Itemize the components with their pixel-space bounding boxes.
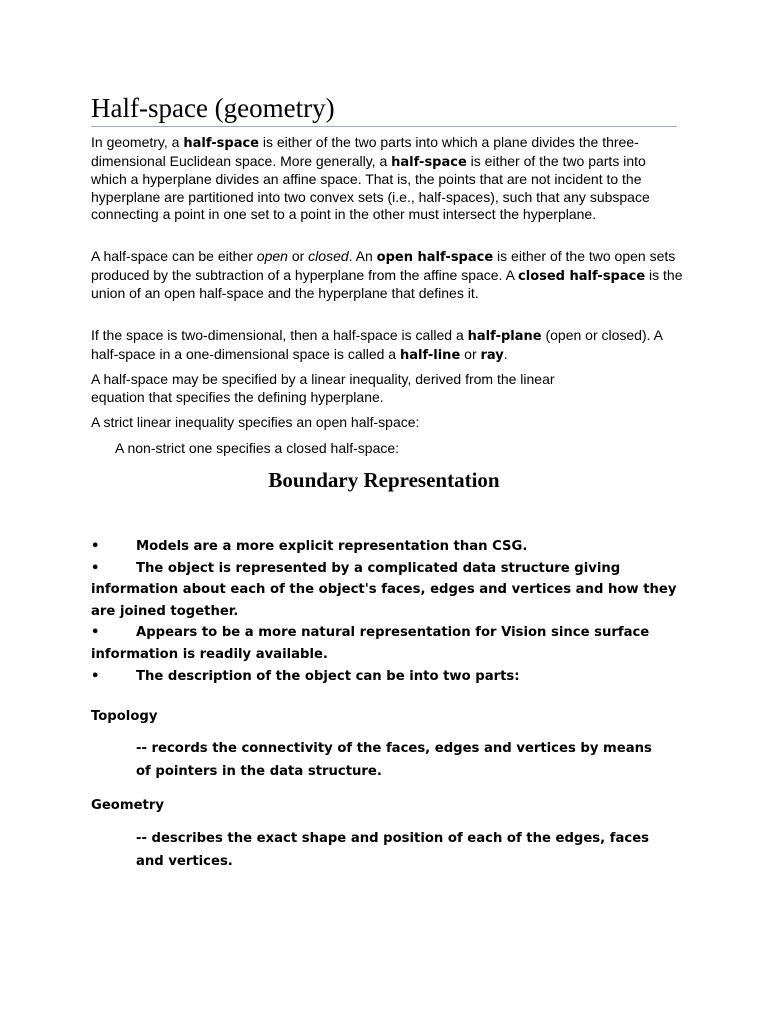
- subheading-topology: Topology: [91, 709, 158, 724]
- paragraph-non-strict-inequality: A non-strict one specifies a closed half-space:: [115, 440, 400, 456]
- text-run: is either of the two parts into which a hyperplane divides an affine space. That is, the points that are not incident to the hyperplane are partitioned into two convex sets (i.e., half-spaces), such that any subspace connecting a point in one set to a point in the other must intersect the hyperplane.: [91, 152, 650, 222]
- italic-term-closed: closed: [308, 248, 349, 264]
- bullet-mark: •: [91, 539, 100, 554]
- bullet-mark: •: [91, 560, 100, 576]
- bold-term-half-line: half-line: [399, 347, 461, 363]
- bold-term-open-half-space: open half-space: [376, 250, 494, 265]
- text-run: If the space is two-dimensional, then a half-space is called a: [91, 327, 468, 343]
- text-run: .: [503, 345, 508, 362]
- bullet-text: The description of the object can be into two parts:: [136, 668, 520, 684]
- text-run: is the union of an open half-space and the hyperplane that defines it.: [91, 266, 683, 301]
- text-run: (open or closed). A half-space in a one-dimensional space is called a: [91, 327, 663, 362]
- text-run: A half-space can be either: [91, 248, 257, 264]
- paragraph-definition: [91, 134, 683, 224]
- bullet-mark: •: [91, 625, 100, 641]
- bullet-list: [91, 536, 681, 687]
- bullet-text: The object is represented by a complicated data structure giving information about each of the object's faces, edges and vertices and how they are joined together.: [91, 560, 677, 619]
- text-run: is either of the two parts into which a plane divides the three-dimensional Euclidean space. More generally, a: [91, 134, 639, 169]
- bullet-mark: •: [91, 668, 100, 684]
- text-run: In geometry, a: [91, 134, 184, 150]
- list-item: [91, 558, 681, 623]
- bold-term-half-space: half-space: [391, 154, 467, 170]
- bold-term-half-plane: half-plane: [467, 329, 542, 344]
- text-run: is either of the two open sets produced by the subtraction of a hyperplane from the affine space. A: [91, 248, 676, 283]
- bold-term-half-space: half-space: [183, 136, 259, 151]
- section-heading: Boundary Representation: [268, 468, 500, 492]
- paragraph-open-closed: [91, 248, 683, 303]
- list-item: [91, 622, 681, 665]
- text-run: . An: [348, 248, 377, 264]
- paragraph-half-plane: [91, 327, 683, 364]
- text-run: or: [460, 345, 481, 362]
- bullet-text: Appears to be a more natural representation for Vision since surface information is readily available.: [91, 625, 650, 662]
- list-item: [91, 536, 681, 558]
- article-title: Half-space (geometry): [91, 90, 677, 127]
- bold-term-ray: ray: [480, 347, 504, 363]
- paragraph-strict-inequality: A strict linear inequality specifies an open half-space:: [91, 414, 420, 430]
- geometry-description: -- describes the exact shape and position of each of the edges, faces and vertices.: [136, 831, 649, 869]
- bold-term-closed-half-space: closed half-space: [518, 268, 646, 284]
- italic-term-open: open: [256, 248, 288, 264]
- topology-description: -- records the connectivity of the faces, edges and vertices by means of pointers in the data structure.: [136, 741, 652, 779]
- bullet-text: Models are a more explicit representation than CSG.: [136, 539, 528, 554]
- subheading-geometry: Geometry: [91, 798, 164, 813]
- text-run: or: [287, 248, 309, 264]
- paragraph-linear-inequality: A half-space may be specified by a linear inequality, derived from the linear equation that specifies the defining hyperplane.: [91, 371, 555, 405]
- list-item: [91, 666, 681, 688]
